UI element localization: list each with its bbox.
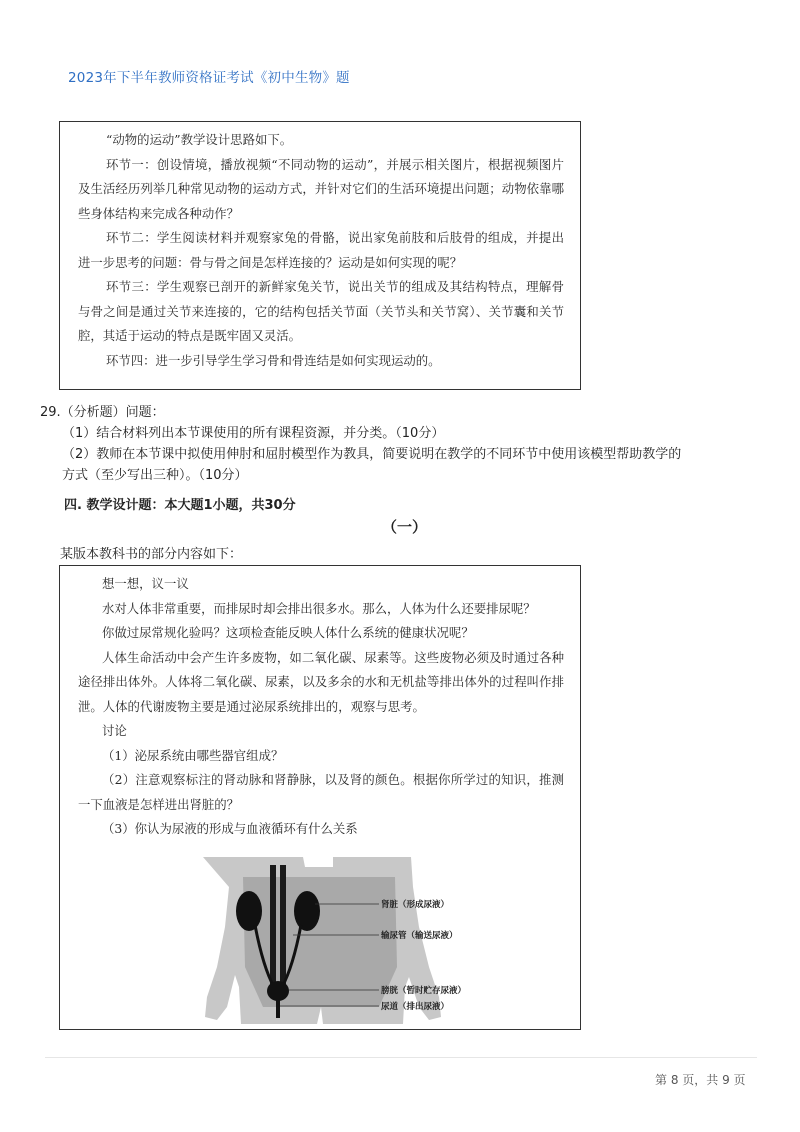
textbook-intro: 某版本教科书的部分内容如下：	[60, 547, 243, 562]
box1-title: “动物的运动”教学设计思路如下。	[106, 132, 293, 147]
label-ureter: 输尿管（输送尿液）	[381, 931, 458, 941]
box2-p2: 你做过尿常规化验吗？这项检查能反映人体什么系统的健康状况呢？	[102, 625, 474, 640]
question-29-stem: 29.（分析题）问题：	[40, 405, 165, 420]
question-29-part1: （1）结合材料列出本节课使用的所有课程资源，并分类。（10分）	[62, 426, 445, 441]
box2-p1: 水对人体非常重要，而排尿时却会排出很多水。那么，人体为什么还要排尿呢？	[102, 600, 536, 616]
box1-step3: 环节三：学生观察已剖开的新鲜家兔关节，说出关节的组成及其结构特点，理解骨与骨之间是通过关节来连接的，它的结构包括关节面（关节头和关节窝）、关节囊和关节腔，其适于运动的特点是既牢固又灵活。	[78, 279, 564, 343]
section-4-heading: 四. 教学设计题：本大题1小题，共30分	[64, 498, 296, 513]
box1-step4: 环节四：进一步引导学生学习骨和骨连结是如何实现运动的。	[106, 352, 441, 368]
box2-p3: 人体生命活动中会产生许多废物，如二氧化碳、尿素等。这些废物必须及时通过各种途径排出体外。人体将二氧化碳、尿素，以及多余的水和无机盐等排出体外的过程叫作排泄。人体的代谢废物主要是通过泌尿系统排出的，观察与思考。	[78, 649, 564, 714]
box2-d2: （2）注意观察标注的肾动脉和肾静脉，以及肾的颜色。根据你所学过的知识，推测一下血液是怎样进出肾脏的？	[78, 772, 564, 812]
box1-step2: 环节二：学生阅读材料并观察家兔的骨骼，说出家兔前肢和后肢骨的组成，并提出进一步思考的问题：骨与骨之间是怎样连接的？运动是如何实现的呢？	[78, 230, 564, 270]
subsection-heading: （一）	[382, 518, 428, 536]
box2-d1: （1）泌尿系统由哪些器官组成？	[102, 747, 284, 763]
page-header: 2023年下半年教师资格证考试《初中生物》题	[68, 70, 350, 86]
box2-title: 想一想，议一议	[102, 576, 189, 591]
page-number: 第 8 页，共 9 页	[655, 1073, 746, 1087]
box1-step1: 环节一：创设情境，播放视频“不同动物的运动”，并展示相关图片，根据视频图片及生活经历列举几种常见动物的运动方式，并针对它们的生活环境提出问题；动物依靠哪些身体结构来完成各种动作？	[78, 156, 564, 221]
bladder	[267, 981, 289, 1001]
left-kidney	[236, 891, 262, 931]
footer-divider	[45, 1057, 757, 1058]
label-bladder: 膀胱（暂时贮存尿液）	[381, 986, 466, 996]
box2-discuss: 讨论	[102, 723, 127, 738]
question-29-part2: （2）教师在本节课中拟使用伸肘和屈肘模型作为教具，简要说明在教学的不同环节中使用该模型帮助教学的	[62, 447, 682, 462]
question-29-part2-cont: 方式（至少写出三种）。（10分）	[62, 468, 248, 483]
box2-d3: （3）你认为尿液的形成与血液循环有什么关系	[102, 821, 358, 836]
right-kidney	[294, 891, 320, 931]
label-urethra: 尿道（排出尿液）	[381, 1002, 450, 1012]
teaching-design-box	[59, 121, 581, 390]
urinary-system-figure	[183, 857, 466, 1024]
label-kidney: 肾脏（形成尿液）	[381, 900, 450, 910]
